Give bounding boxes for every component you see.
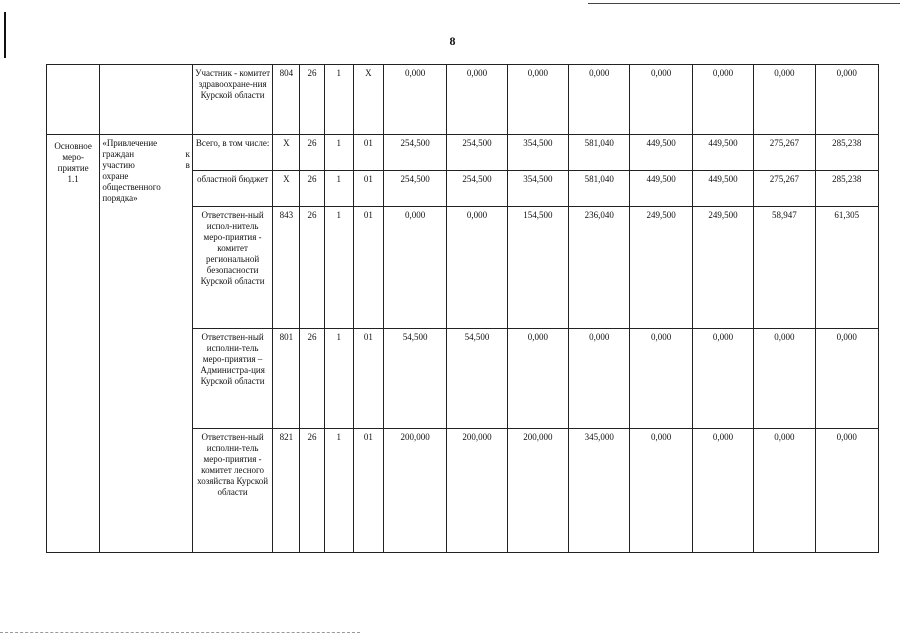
event-code-line: приятие <box>57 163 89 173</box>
value-cell: 200,000 <box>383 429 446 553</box>
value-cell: 0,000 <box>754 329 815 429</box>
value-cell: 0,000 <box>447 65 507 135</box>
participant-label: Ответствен-ный исполни-тель меро-приятия – Администра-ция Курской области <box>192 329 272 429</box>
participant-label: областной бюджет <box>192 171 272 207</box>
value-cell: 449,500 <box>630 171 692 207</box>
value-cell: 285,238 <box>815 135 879 171</box>
event-name-line: общественного <box>102 182 161 192</box>
grbs-cell: 843 <box>273 207 300 329</box>
event-code-cell-empty <box>47 65 100 135</box>
page-number: 8 <box>449 34 456 48</box>
table-row <box>47 135 879 171</box>
value-cell: 54,500 <box>383 329 446 429</box>
event-code-line: 1.1 <box>67 174 79 184</box>
value-cell: 449,500 <box>692 171 753 207</box>
value-cell: 254,500 <box>383 135 446 171</box>
rz-cell: 26 <box>300 65 324 135</box>
participant-label: Ответствен-ный испол-нитель меро-приятия - комитет региональной безопасности Курской области <box>192 207 272 329</box>
value-cell: 236,040 <box>569 207 630 329</box>
value-cell: 154,500 <box>507 207 568 329</box>
cs-cell: 01 <box>353 329 383 429</box>
value-cell: 581,040 <box>569 135 630 171</box>
scan-noise-line <box>0 632 360 634</box>
participant-label: Всего, в том числе: <box>192 135 272 171</box>
rz-cell: 26 <box>300 135 324 171</box>
rz-cell: 26 <box>300 207 324 329</box>
value-cell: 254,500 <box>447 135 507 171</box>
pr-cell: 1 <box>324 329 353 429</box>
cs-cell: 01 <box>353 429 383 553</box>
value-cell: 0,000 <box>630 65 692 135</box>
value-cell: 0,000 <box>569 329 630 429</box>
value-cell: 354,500 <box>507 171 568 207</box>
participant-label: Участник - комитет здравоохране-ния Курской области <box>192 65 272 135</box>
pr-cell: 1 <box>324 207 353 329</box>
grbs-cell: X <box>273 171 300 207</box>
value-cell: 0,000 <box>447 207 507 329</box>
grbs-cell: X <box>273 135 300 171</box>
rz-cell: 26 <box>300 429 324 553</box>
cs-cell: 01 <box>353 207 383 329</box>
value-cell: 0,000 <box>754 65 815 135</box>
event-name-cell <box>100 135 193 553</box>
event-code-line: Основное <box>54 141 92 151</box>
value-cell: 58,947 <box>754 207 815 329</box>
grbs-cell: 801 <box>273 329 300 429</box>
cs-cell: 01 <box>353 171 383 207</box>
value-cell: 0,000 <box>569 65 630 135</box>
top-rule <box>588 3 900 4</box>
cs-cell: 01 <box>353 135 383 171</box>
value-cell: 0,000 <box>630 329 692 429</box>
value-cell: 0,000 <box>754 429 815 553</box>
pr-cell: 1 <box>324 429 353 553</box>
value-cell: 0,000 <box>383 65 446 135</box>
value-cell: 249,500 <box>692 207 753 329</box>
rz-cell: 26 <box>300 171 324 207</box>
event-name-line: порядка» <box>102 193 138 203</box>
value-cell: 0,000 <box>692 65 753 135</box>
pr-cell: 1 <box>324 171 353 207</box>
value-cell: 0,000 <box>815 429 879 553</box>
grbs-cell: 804 <box>273 65 300 135</box>
event-code-cell <box>47 135 100 553</box>
value-cell: 449,500 <box>630 135 692 171</box>
cs-cell: X <box>353 65 383 135</box>
value-cell: 345,000 <box>569 429 630 553</box>
value-cell: 200,000 <box>447 429 507 553</box>
value-cell: 0,000 <box>815 329 879 429</box>
event-name-line: граждан к <box>102 149 190 159</box>
value-cell: 0,000 <box>630 429 692 553</box>
grbs-cell: 821 <box>273 429 300 553</box>
value-cell: 285,238 <box>815 171 879 207</box>
table-row <box>47 65 879 135</box>
value-cell: 275,267 <box>754 171 815 207</box>
value-cell: 0,000 <box>692 429 753 553</box>
value-cell: 54,500 <box>447 329 507 429</box>
value-cell: 61,305 <box>815 207 879 329</box>
value-cell: 0,000 <box>815 65 879 135</box>
pr-cell: 1 <box>324 65 353 135</box>
value-cell: 581,040 <box>569 171 630 207</box>
value-cell: 254,500 <box>447 171 507 207</box>
value-cell: 0,000 <box>383 207 446 329</box>
value-cell: 0,000 <box>507 329 568 429</box>
value-cell: 0,000 <box>692 329 753 429</box>
pr-cell: 1 <box>324 135 353 171</box>
budget-table <box>46 64 879 553</box>
value-cell: 354,500 <box>507 135 568 171</box>
participant-label: Ответствен-ный исполни-тель меро-приятия - комитет лесного хозяйства Курской области <box>192 429 272 553</box>
event-name-cell-empty <box>100 65 193 135</box>
value-cell: 449,500 <box>692 135 753 171</box>
value-cell: 200,000 <box>507 429 568 553</box>
event-code-line: меро- <box>62 152 84 162</box>
event-name-line: охране <box>102 171 129 181</box>
event-name-line: участию в <box>102 160 190 170</box>
event-name-line: «Привлечение <box>102 138 158 148</box>
value-cell: 275,267 <box>754 135 815 171</box>
value-cell: 249,500 <box>630 207 692 329</box>
value-cell: 0,000 <box>507 65 568 135</box>
value-cell: 254,500 <box>383 171 446 207</box>
rz-cell: 26 <box>300 329 324 429</box>
